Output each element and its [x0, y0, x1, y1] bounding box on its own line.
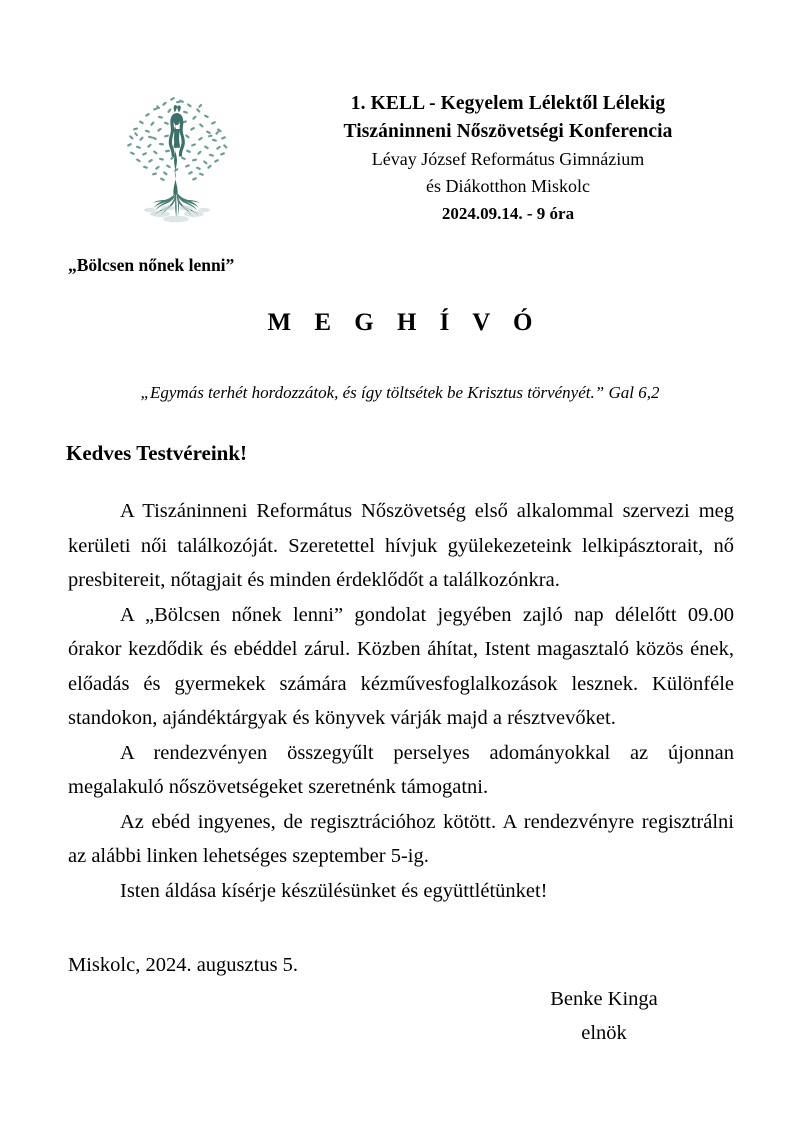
conference-title-line-1: 1. KELL - Kegyelem Lélektől Lélekig: [350, 93, 666, 114]
signature-block: [468, 982, 740, 1050]
logo-ground-shade: [144, 206, 210, 223]
header-text-block: [248, 90, 768, 227]
body-paragraph: A „Bölcsen nőnek lenni” gondolat jegyében zajló nap délelőtt 09.00 órakor kezdődik és ebéddel zárul. Közben áhítat, Istent magasztaló közös ének, előadás és gyermekek számára kézművesfoglalkozások lesznek. Különféle standokon, ajándéktárgyak és könyvek várják majd a résztvevőket.: [68, 603, 734, 729]
body-paragraph: Az ebéd ingyenes, de regisztrációhoz kötött. A rendezvényre regisztrálni az alábbi linken lehetséges szeptember 5-ig.: [68, 810, 734, 867]
body-paragraph: A Tiszáninneni Református Nőszövetség első alkalommal szervezi meg kerületi női találkozóját. Szeretettel hívjuk gyülekezeteink lelkipásztorait, nő presbitereit, nőtagjait és minden érdeklődőt a találkozónkra.: [68, 500, 734, 591]
logo-figure-trunk: [169, 105, 185, 195]
body-paragraph: A rendezvényen összegyűlt perselyes adományokkal az újonnan megalakuló nőszövetségeket szeretnénk támogatni.: [68, 741, 734, 798]
conference-motto: „Bölcsen nőnek lenni”: [68, 255, 235, 275]
bible-verse: „Egymás terhét hordozzátok, és így töltsétek be Krisztus törvényét.” Gal 6,2: [140, 383, 660, 402]
tree-woman-logo: [112, 86, 240, 241]
letterhead: [0, 86, 800, 246]
event-date-time: 2024.09.14. - 9 óra: [441, 204, 575, 223]
signature-role: elnök: [581, 1022, 627, 1044]
signature-name: Benke Kinga: [550, 988, 658, 1010]
place-and-date: Miskolc, 2024. augusztus 5.: [68, 954, 299, 976]
body-paragraph: Isten áldása kísérje készülésünket és együttlétünket!: [120, 879, 548, 902]
venue-line-1: Lévay József Református Gimnázium: [371, 149, 645, 169]
body-text: [68, 494, 734, 908]
salutation: Kedves Testvéreink!: [66, 441, 248, 465]
page-title: M E G H Í V Ó: [267, 309, 541, 336]
conference-title-line-2: Tiszáninneni Nőszövetségi Konferencia: [343, 121, 673, 142]
venue-line-2: és Diákotthon Miskolc: [426, 176, 590, 196]
